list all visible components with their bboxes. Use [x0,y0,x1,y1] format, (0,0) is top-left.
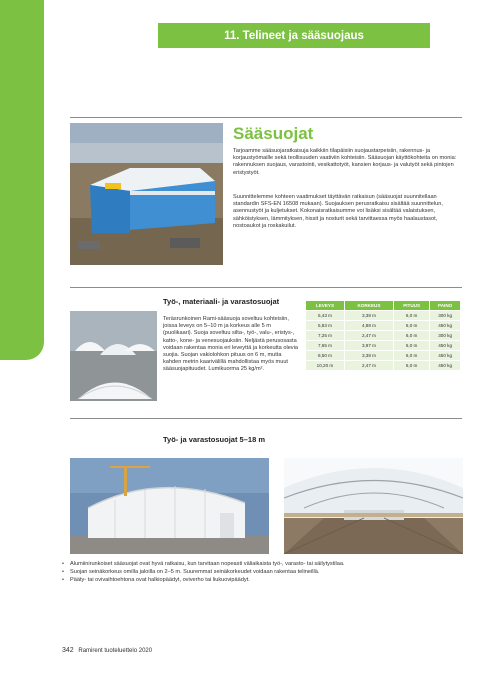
section-intro: Tarjoamme sääsuojaratkaisuja kaikkiin tilapäisiin suojaustarpeisiin, rakennus- ja korjaustyömaille sekä teollisuuden vaativiin kohteisiin. Sääsuojan käyttökohteita on monia: rakennuksen suojaus, varastointi, vesikattotyöt, kansien korjaus- ja valutyöt sekä pintojen eristystyöt. [233,148,457,176]
table-cell: 450 kg [430,321,460,330]
col-header-weight: PAINO [430,301,460,310]
table-cell: 300 kg [430,311,460,320]
table-cell: 450 kg [430,341,460,350]
table-cell: 8,50 m [306,351,344,360]
table-cell: 7,65 m [306,341,344,350]
section-body: Suunnittelemme kohteen vaatimukset täyttävän ratkaisun (sääsuojat suunnitellaan standardin SFS-EN 16508 mukaan). Suojauksen perusratkaisu sisältää suunnittelun, asennustyöt ja kuljetukset. Kokonaisratkaisumme voi lisäksi sisältää valaistuksen, sähköistyksen, lämmityksen, hissit ja nosturit sekä tarvittaessa myös haalaustasot, nostoaukot ja roskakuilut. [233,194,443,229]
table-cell: 6,0 m [394,361,429,370]
col-header-length: PITUUS [394,301,429,310]
table-cell: 5,43 m [306,311,344,320]
table-cell: 3,38 m [345,351,393,360]
section-rule-lower [70,418,462,419]
storage-text: Teräsrunkoinen Rami-sääsuoja soveltuu kohteisiin, joissa leveys on 5–10 m ja korkeus alle 5 m (puolikaari). Suoja soveltuu silta-, työ-, valu-, eristys-, katto-, kone- ja venesuojauksiin. Neljästä perusosasta voidaan rakentaa monia eri leveyttä ja korkeutta olevia suojia. Suojan vakiolohkon pituus on 6 m, mutta kahden metrin kaarivälillä mahdollistaa myös muut sääsuojapituudet. Lumikuorma 25 kg/m². [163,316,298,373]
table-cell: 3,97 m [345,341,393,350]
table-row [306,311,460,320]
large-shelter-interior-photo [284,458,463,554]
table-row [306,341,460,350]
table-cell: 6,0 m [394,311,429,320]
list-item: • Suojan seinäkorkeus omilla jaloilla on 2–5 m. Suuremmat seinäkorkeudet voidaan rakentaa telineillä. [70,568,345,576]
publication-name: Ramirent tuoteluettelo 2020 [78,648,153,654]
table-cell: 10,20 m [306,361,344,370]
section-rule-top [70,117,462,118]
table-row [306,321,460,330]
spec-table-header-row [306,301,460,310]
table-row [306,331,460,340]
table-cell: 6,0 m [394,341,429,350]
table-cell: 300 kg [430,331,460,340]
table-cell: 450 kg [430,361,460,370]
large-shelters-heading: Työ- ja varastosuojat 5–18 m [163,435,265,444]
col-header-width: LEVEYS [306,301,344,310]
page-footer [62,647,152,654]
table-row [306,351,460,360]
table-cell: 6,0 m [394,321,429,330]
table-cell: 5,83 m [306,321,344,330]
large-shelter-exterior-photo [70,458,269,554]
table-cell: 2,47 m [345,361,393,370]
col-header-height: KORKEUS [345,301,393,310]
table-cell: 7,25 m [306,331,344,340]
list-item: • Alumiinirunkoiset sääsuojat ovat hyvä ratkaisu, kun tarvitaan nopeasti väliaikaista työ-, varasto- tai säilytystilaa. [70,560,345,568]
spec-table [305,300,461,371]
table-cell: 4,88 m [345,321,393,330]
chapter-header: 11. Telineet ja sääsuojaus [158,23,430,48]
storage-heading: Työ-, materiaali- ja varastosuojat [163,297,280,306]
section-title: Sääsuojat [233,124,314,143]
table-row [306,361,460,370]
table-cell: 2,47 m [345,331,393,340]
side-accent-bar [0,0,44,360]
page-number: 342 [62,647,74,654]
table-cell: 6,0 m [394,351,429,360]
list-item: • Pääty- tai ovivaihtoehtona ovat halkiopäädyt, oviverho tai liukuovipäädyt. [70,576,345,584]
large-shelters-bullet-list [70,560,345,584]
weather-shelter-photo [70,123,223,265]
table-cell: 3,38 m [345,311,393,320]
small-shelters-photo [70,311,157,401]
table-cell: 450 kg [430,351,460,360]
section-rule-mid [70,287,462,288]
table-cell: 6,0 m [394,331,429,340]
